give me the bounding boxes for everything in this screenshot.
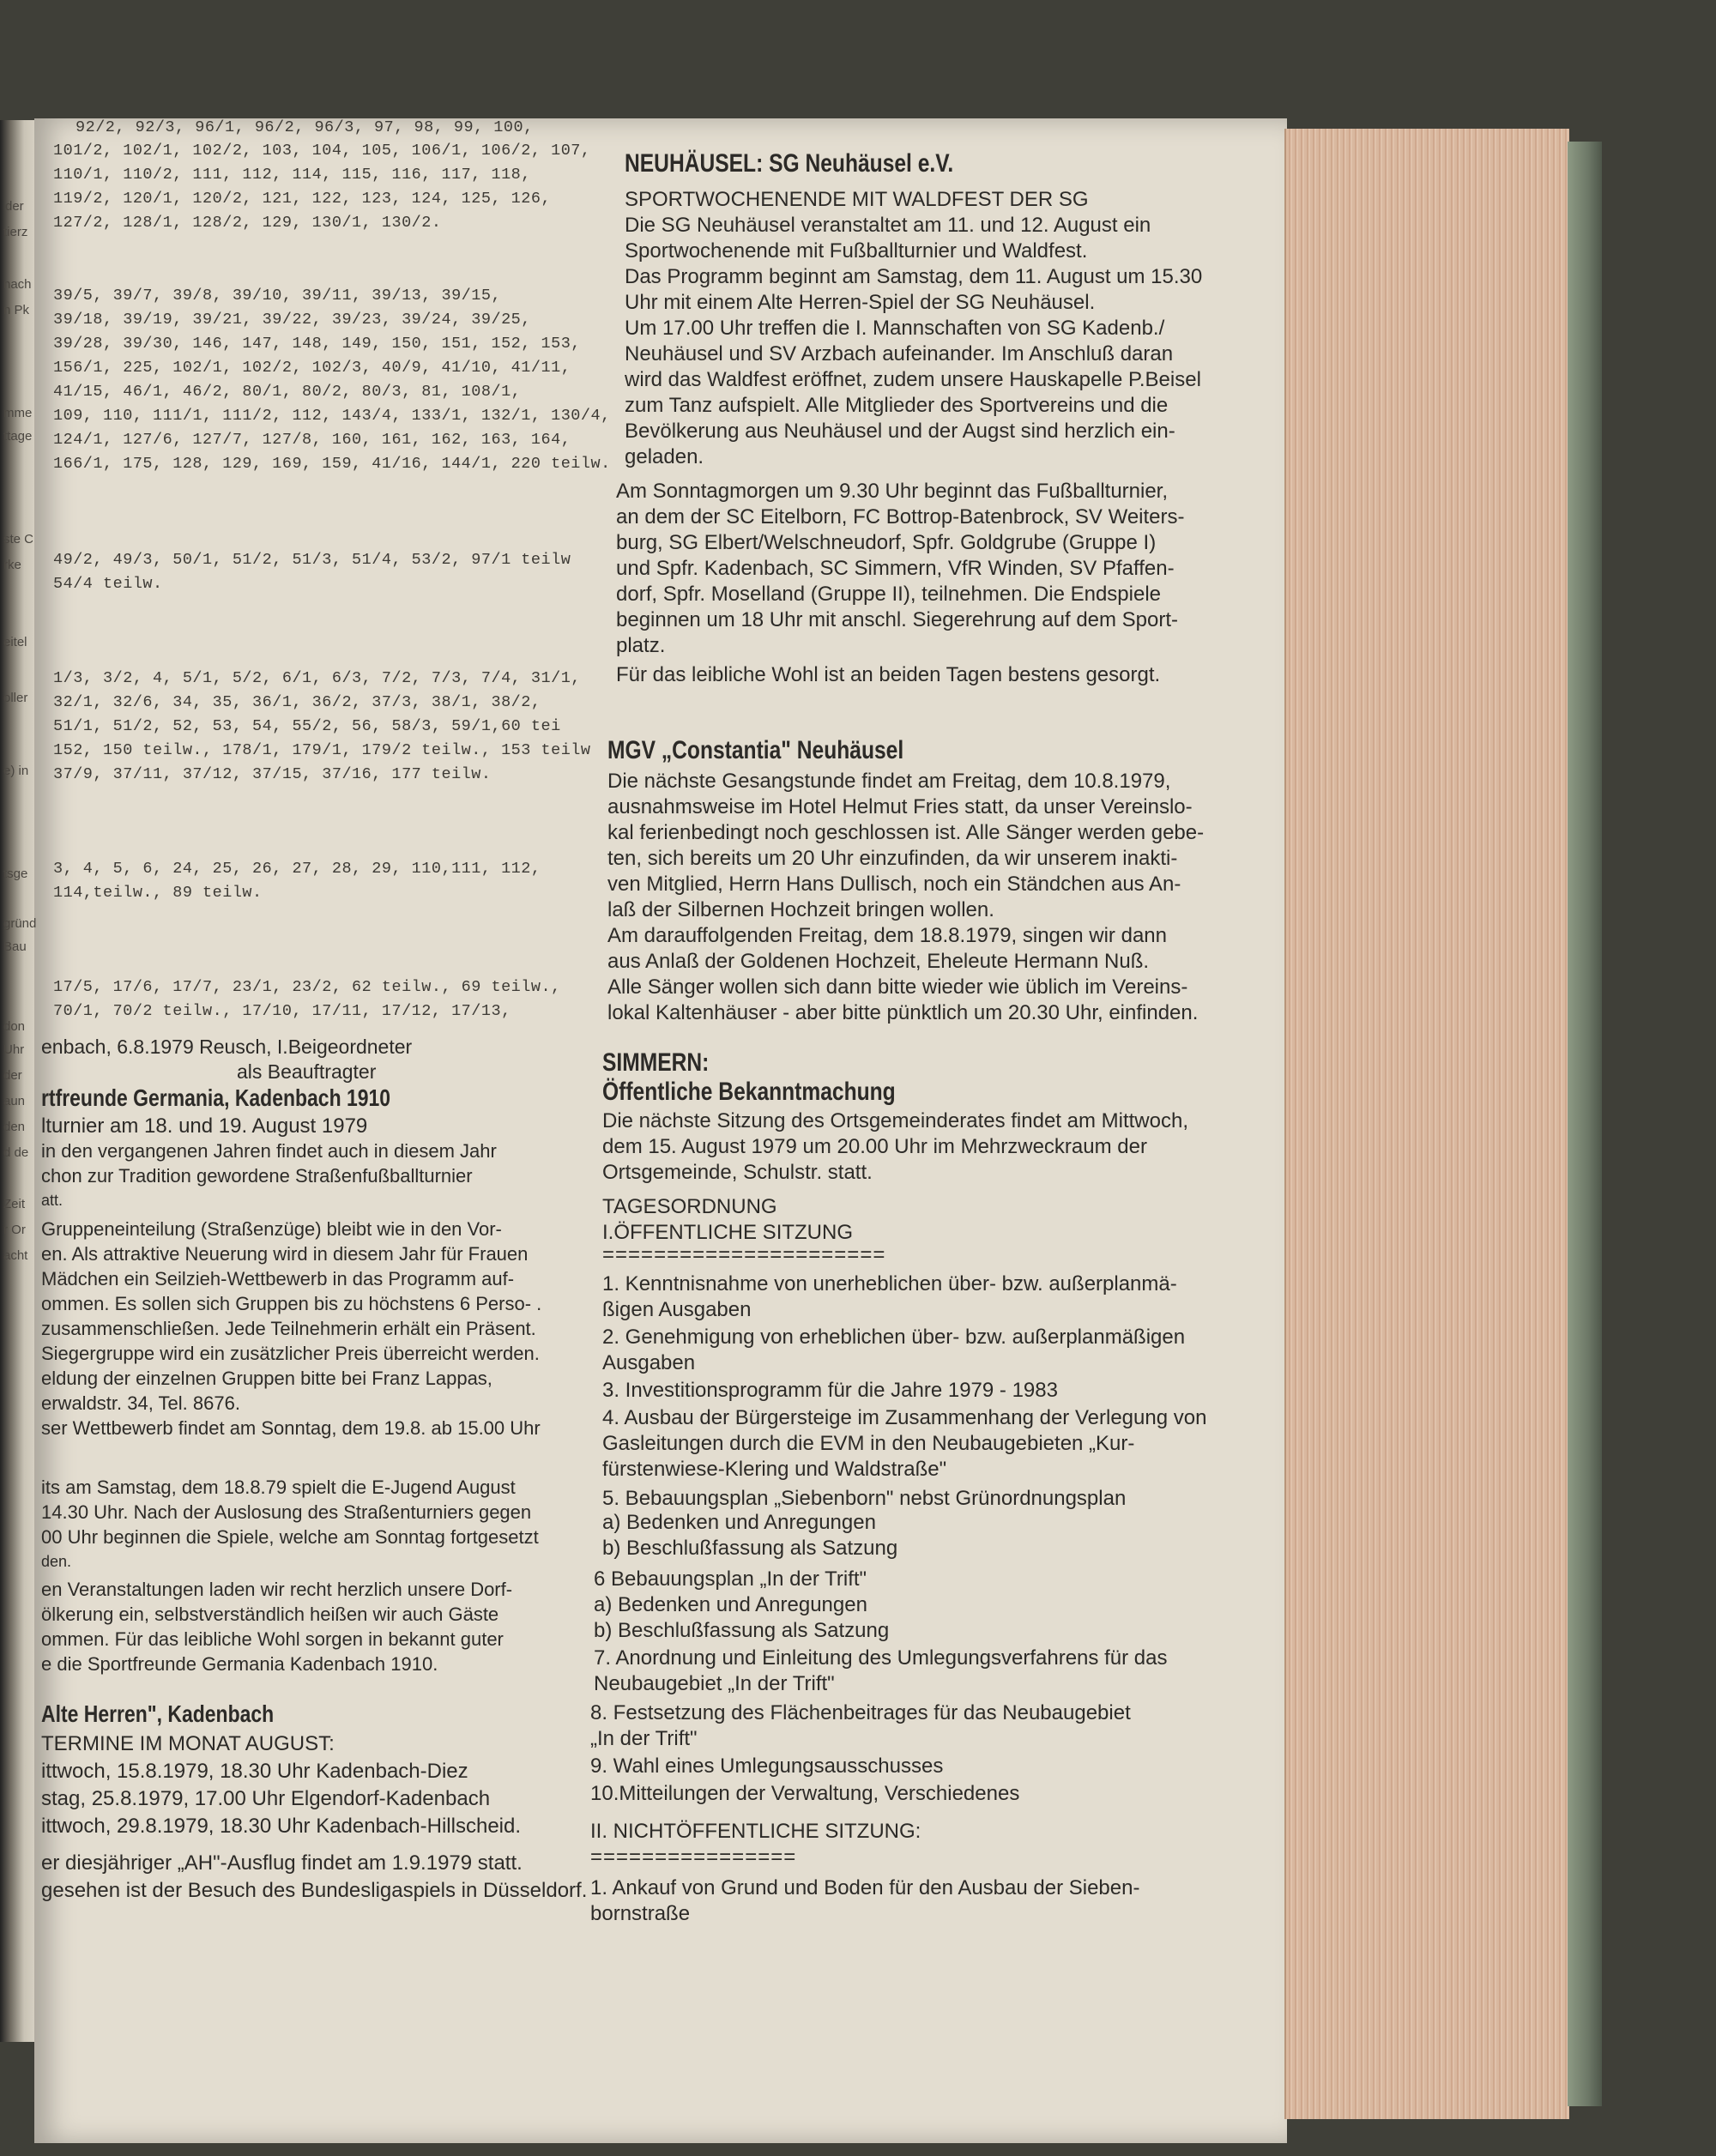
text-line: 9. Wahl eines Umlegungsausschusses bbox=[590, 1754, 944, 1778]
parcel-line: 41/15, 46/1, 46/2, 80/1, 80/2, 80/3, 81, 108/1, bbox=[53, 383, 522, 401]
parcel-line: 49/2, 49/3, 50/1, 51/2, 51/3, 51/4, 53/2, 97/1 teilw bbox=[53, 551, 571, 569]
parcel-line: 37/9, 37/11, 37/12, 37/15, 37/16, 177 teilw. bbox=[53, 765, 492, 783]
text-line: dorf, Spfr. Moselland (Gruppe II), teilnehmen. Die Endspiele bbox=[616, 583, 1161, 606]
margin-fragment: tierz bbox=[3, 225, 28, 239]
text-line: TERMINE IM MONAT AUGUST: bbox=[41, 1732, 335, 1755]
text-line: ausnahmsweise im Hotel Helmut Fries statt, da unser Vereinslo- bbox=[607, 795, 1193, 818]
text-line: wird das Waldfest eröffnet, zudem unsere Hauskapelle P.Beisel bbox=[625, 368, 1201, 391]
text-line: Mädchen ein Seilzieh-Wettbewerb in das Programm auf- bbox=[41, 1268, 515, 1289]
text-line: a) Bedenken und Anregungen bbox=[594, 1593, 867, 1616]
text-line: ================ bbox=[590, 1845, 797, 1869]
alte-herren-heading: Alte Herren", Kadenbach bbox=[41, 1700, 275, 1727]
text-line: 1. Kenntnisnahme von unerheblichen über- bzw. außerplanmä- bbox=[602, 1272, 1177, 1295]
parcel-line: 114,teilw., 89 teilw. bbox=[53, 884, 263, 902]
germania-heading: rtfreunde Germania, Kadenbach 1910 bbox=[41, 1084, 391, 1111]
text-line: Die nächste Sitzung des Ortsgemeinderates findet am Mittwoch, bbox=[602, 1109, 1188, 1132]
parcel-line: 110/1, 110/2, 111, 112, 114, 115, 116, 117, 118, bbox=[53, 166, 531, 184]
text-line: erwaldstr. 34, Tel. 8676. bbox=[41, 1392, 240, 1414]
text-line: Um 17.00 Uhr treffen die I. Mannschaften von SG Kadenb./ bbox=[625, 317, 1165, 340]
margin-fragment: r Or bbox=[3, 1223, 26, 1237]
text-line: aus Anlaß der Goldenen Hochzeit, Eheleute Hermann Nuß. bbox=[607, 950, 1150, 973]
signature-line: enbach, 6.8.1979 Reusch, I.Beigeordneter bbox=[41, 1036, 413, 1058]
text-line: zum Tanz aufspielt. Alle Mitglieder des Sportvereins und die bbox=[625, 394, 1169, 417]
margin-fragment: tsge bbox=[3, 867, 28, 881]
text-line: Gasleitungen durch die EVM in den Neubaugebieten „Kur- bbox=[602, 1432, 1135, 1455]
margin-fragment: d de bbox=[3, 1145, 29, 1160]
text-line: Neuhäusel und SV Arzbach aufeinander. Im Anschluß daran bbox=[625, 342, 1174, 365]
text-line: chon zur Tradition gewordene Straßenfußballturnier bbox=[41, 1165, 473, 1187]
text-line: Ortsgemeinde, Schulstr. statt. bbox=[602, 1161, 873, 1184]
mgv-heading: MGV „Constantia" Neuhäusel bbox=[607, 736, 904, 764]
text-line: ser Wettbewerb findet am Sonntag, dem 19.8. ab 15.00 Uhr bbox=[41, 1417, 541, 1439]
text-line: ommen. Für das leibliche Wohl sorgen in bekannt guter bbox=[41, 1628, 504, 1650]
text-line: lokal Kaltenhäuser - aber bitte pünktlich um 20.30 Uhr, einfinden. bbox=[607, 1001, 1199, 1024]
margin-fragment: e) in bbox=[3, 764, 29, 778]
text-line: und Spfr. Kadenbach, SC Simmern, VfR Winden, SV Pfaffen- bbox=[616, 557, 1175, 580]
margin-fragment: gründ bbox=[3, 916, 37, 931]
parcel-line: 109, 110, 111/1, 111/2, 112, 143/4, 133/1, 132/1, 130/4, bbox=[53, 407, 611, 425]
parcel-line: 3, 4, 5, 6, 24, 25, 26, 27, 28, 29, 110,111, 112, bbox=[53, 860, 541, 878]
margin-fragment: Uhr bbox=[3, 1042, 25, 1057]
book-cover-edge bbox=[1568, 142, 1602, 2106]
text-line: den. bbox=[41, 1553, 72, 1570]
text-line: Die SG Neuhäusel veranstaltet am 11. und 12. August ein bbox=[625, 214, 1151, 237]
margin-fragment: eitel bbox=[3, 635, 27, 649]
margin-fragment: der bbox=[5, 199, 24, 214]
text-line: 8. Festsetzung des Flächenbeitrages für das Neubaugebiet bbox=[590, 1701, 1131, 1724]
text-line: Uhr mit einem Alte Herren-Spiel der SG Neuhäusel. bbox=[625, 291, 1096, 314]
text-line: ittwoch, 15.8.1979, 18.30 Uhr Kadenbach-Diez bbox=[41, 1760, 468, 1783]
text-line: Siegergruppe wird ein zusätzlicher Preis überreicht werden. bbox=[41, 1343, 540, 1364]
text-line: 4. Ausbau der Bürgersteige im Zusammenhang der Verlegung von bbox=[602, 1406, 1207, 1429]
parcel-line: 54/4 teilw. bbox=[53, 575, 163, 593]
neuhaeusel-heading: NEUHÄUSEL: SG Neuhäusel e.V. bbox=[625, 149, 954, 178]
text-line: 10.Mitteilungen der Verwaltung, Verschiedenes bbox=[590, 1782, 1020, 1805]
margin-fragment: ttage bbox=[3, 429, 33, 444]
margin-fragment: mme bbox=[3, 406, 33, 420]
text-line: ßigen Ausgaben bbox=[602, 1298, 752, 1321]
margin-fragment: oller bbox=[3, 691, 28, 705]
text-line: ====================== bbox=[602, 1243, 886, 1266]
parcel-line: 166/1, 175, 128, 129, 169, 159, 41/16, 144/1, 220 teilw. bbox=[53, 455, 611, 473]
text-line: Sportwochenende mit Fußballturnier und Waldfest. bbox=[625, 239, 1088, 263]
text-line: burg, SG Elbert/Welschneudorf, Spfr. Goldgrube (Gruppe I) bbox=[616, 531, 1157, 554]
text-line: ölkerung ein, selbstverständlich heißen wir auch Gäste bbox=[41, 1603, 499, 1625]
margin-fragment: ste C bbox=[3, 532, 34, 547]
parcel-line: 17/5, 17/6, 17/7, 23/1, 23/2, 62 teilw., 69 teilw., bbox=[53, 978, 561, 996]
text-line: ittwoch, 29.8.1979, 18.30 Uhr Kadenbach-Hillscheid. bbox=[41, 1815, 522, 1838]
parcel-line: 32/1, 32/6, 34, 35, 36/1, 36/2, 37/3, 38/1, 38/2, bbox=[53, 693, 541, 711]
text-line: ven Mitglied, Herrn Hans Dullisch, noch ein Ständchen aus An- bbox=[607, 873, 1181, 896]
text-line: 1. Ankauf von Grund und Boden für den Ausbau der Sieben- bbox=[590, 1876, 1140, 1899]
parcel-line: 127/2, 128/1, 128/2, 129, 130/1, 130/2. bbox=[53, 214, 442, 232]
text-line: eldung der einzelnen Gruppen bitte bei Franz Lappas, bbox=[41, 1368, 492, 1389]
text-line: its am Samstag, dem 18.8.79 spielt die E-Jugend August bbox=[41, 1477, 516, 1498]
text-line: I.ÖFFENTLICHE SITZUNG bbox=[602, 1221, 854, 1244]
parcel-line: 1/3, 3/2, 4, 5/1, 5/2, 6/1, 6/3, 7/2, 7/3, 7/4, 31/1, bbox=[53, 669, 581, 687]
text-line: in den vergangenen Jahren findet auch in diesem Jahr bbox=[41, 1140, 497, 1162]
text-line: „In der Trift" bbox=[590, 1727, 698, 1750]
text-line: zusammenschließen. Jede Teilnehmerin erhält ein Präsent. bbox=[41, 1318, 536, 1339]
simmern-subheading: Öffentliche Bekanntmachung bbox=[602, 1078, 896, 1106]
margin-fragment: rke bbox=[3, 558, 21, 572]
text-line: en. Als attraktive Neuerung wird in diesem Jahr für Frauen bbox=[41, 1243, 529, 1265]
text-line: stag, 25.8.1979, 17.00 Uhr Elgendorf-Kadenbach bbox=[41, 1787, 491, 1810]
text-line: lturnier am 18. und 19. August 1979 bbox=[41, 1114, 368, 1138]
text-line: Neubaugebiet „In der Trift" bbox=[594, 1672, 835, 1695]
text-line: dem 15. August 1979 um 20.00 Uhr im Mehrzweckraum der bbox=[602, 1135, 1147, 1158]
text-line: Am Sonntagmorgen um 9.30 Uhr beginnt das Fußballturnier, bbox=[616, 480, 1169, 503]
text-line: beginnen um 18 Uhr mit anschl. Siegerehrung auf dem Sport- bbox=[616, 608, 1179, 631]
text-line: bornstraße bbox=[590, 1902, 691, 1925]
parcel-line: 156/1, 225, 102/1, 102/2, 102/3, 40/9, 41/10, 41/11, bbox=[53, 359, 571, 377]
parcel-line: 101/2, 102/1, 102/2, 103, 104, 105, 106/1, 106/2, 107, bbox=[53, 142, 591, 160]
book-fore-edge bbox=[1284, 129, 1569, 2119]
text-line: Für das leibliche Wohl ist an beiden Tagen bestens gesorgt. bbox=[616, 663, 1161, 686]
text-line: kal ferienbedingt noch geschlossen ist. Alle Sänger werden gebe- bbox=[607, 821, 1205, 844]
text-line: TAGESORDNUNG bbox=[602, 1195, 777, 1218]
text-line: att. bbox=[41, 1192, 63, 1209]
text-line: 5. Bebauungsplan „Siebenborn" nebst Grünordnungsplan bbox=[602, 1487, 1127, 1510]
margin-fragment: acht bbox=[3, 1248, 28, 1263]
parcel-line: 92/2, 92/3, 96/1, 96/2, 96/3, 97, 98, 99, 100, bbox=[76, 118, 534, 136]
margin-fragment: don bbox=[3, 1019, 26, 1034]
margin-fragment: aun bbox=[3, 1094, 26, 1108]
text-line: fürstenwiese-Klering und Waldstraße" bbox=[602, 1458, 947, 1481]
text-line: 00 Uhr beginnen die Spiele, welche am Sonntag fortgesetzt bbox=[41, 1526, 539, 1548]
parcel-line: 39/28, 39/30, 146, 147, 148, 149, 150, 151, 152, 153, bbox=[53, 335, 581, 353]
text-line: Das Programm beginnt am Samstag, dem 11. August um 15.30 bbox=[625, 265, 1203, 288]
margin-fragment: Bau bbox=[3, 939, 27, 954]
margin-fragment: der bbox=[3, 1068, 22, 1083]
text-line: Gruppeneinteilung (Straßenzüge) bleibt wie in den Vor- bbox=[41, 1218, 502, 1240]
text-line: 6 Bebauungsplan „In der Trift" bbox=[594, 1567, 867, 1591]
text-line: Ausgaben bbox=[602, 1351, 696, 1374]
parcel-line: 152, 150 teilw., 178/1, 179/1, 179/2 teilw., 153 teilw bbox=[53, 741, 591, 759]
parcel-line: 70/1, 70/2 teilw., 17/10, 17/11, 17/12, 17/13, bbox=[53, 1002, 511, 1020]
parcel-line: 39/18, 39/19, 39/21, 39/22, 39/23, 39/24, 39/25, bbox=[53, 311, 531, 329]
text-line: gesehen ist der Besuch des Bundesligaspiels in Düsseldorf. bbox=[41, 1879, 588, 1902]
text-line: b) Beschlußfassung als Satzung bbox=[594, 1619, 890, 1642]
text-line: laß der Silbernen Hochzeit bringen wollen. bbox=[607, 898, 994, 921]
text-line: an dem der SC Eitelborn, FC Bottrop-Batenbrock, SV Weiters- bbox=[616, 505, 1185, 528]
text-line: 3. Investitionsprogramm für die Jahre 1979 - 1983 bbox=[602, 1379, 1058, 1402]
simmern-heading: SIMMERN: bbox=[602, 1048, 710, 1077]
margin-fragment: Zeit bbox=[3, 1197, 26, 1211]
text-line: Alle Sänger wollen sich dann bitte wieder wie üblich im Vereins- bbox=[607, 975, 1188, 999]
parcel-line: 124/1, 127/6, 127/7, 127/8, 160, 161, 162, 163, 164, bbox=[53, 431, 571, 449]
text-line: a) Bedenken und Anregungen bbox=[602, 1511, 876, 1534]
text-line: Am darauffolgenden Freitag, dem 18.8.1979, singen wir dann bbox=[607, 924, 1167, 947]
text-line: b) Beschlußfassung als Satzung bbox=[602, 1537, 898, 1560]
margin-fragment: den bbox=[3, 1120, 26, 1134]
margin-fragment: nach bbox=[3, 277, 32, 292]
text-line: 7. Anordnung und Einleitung des Umlegungsverfahrens für das bbox=[594, 1646, 1168, 1670]
text-line: geladen. bbox=[625, 445, 704, 468]
text-line: II. NICHTÖFFENTLICHE SITZUNG: bbox=[590, 1820, 921, 1843]
text-line: en Veranstaltungen laden wir recht herzlich unsere Dorf- bbox=[41, 1579, 513, 1600]
text-line: 2. Genehmigung von erheblichen über- bzw. außerplanmäßigen bbox=[602, 1326, 1186, 1349]
text-line: Die nächste Gesangstunde findet am Freitag, dem 10.8.1979, bbox=[607, 770, 1171, 793]
text-line: e die Sportfreunde Germania Kadenbach 1910. bbox=[41, 1653, 438, 1675]
text-line: 14.30 Uhr. Nach der Auslosung des Straßenturniers gegen bbox=[41, 1501, 532, 1523]
parcel-line: 51/1, 51/2, 52, 53, 54, 55/2, 56, 58/3, 59/1,60 tei bbox=[53, 717, 561, 735]
margin-fragment: n Pk bbox=[3, 303, 30, 317]
text-line: platz. bbox=[616, 634, 666, 657]
text-line: ommen. Es sollen sich Gruppen bis zu höchstens 6 Perso- . bbox=[41, 1293, 542, 1314]
text-line: er diesjähriger „AH"-Ausflug findet am 1.9.1979 statt. bbox=[41, 1851, 523, 1875]
parcel-line: 39/5, 39/7, 39/8, 39/10, 39/11, 39/13, 39/15, bbox=[53, 287, 502, 305]
parcel-line: 119/2, 120/1, 120/2, 121, 122, 123, 124, 125, 126, bbox=[53, 190, 552, 208]
signature-role: als Beauftragter bbox=[237, 1060, 377, 1083]
text-line: SPORTWOCHENENDE MIT WALDFEST DER SG bbox=[625, 188, 1089, 211]
text-line: Bevölkerung aus Neuhäusel und der Augst sind herzlich ein- bbox=[625, 420, 1175, 443]
text-line: ten, sich bereits um 20 Uhr einzufinden, da wir unserem inakti- bbox=[607, 847, 1178, 870]
